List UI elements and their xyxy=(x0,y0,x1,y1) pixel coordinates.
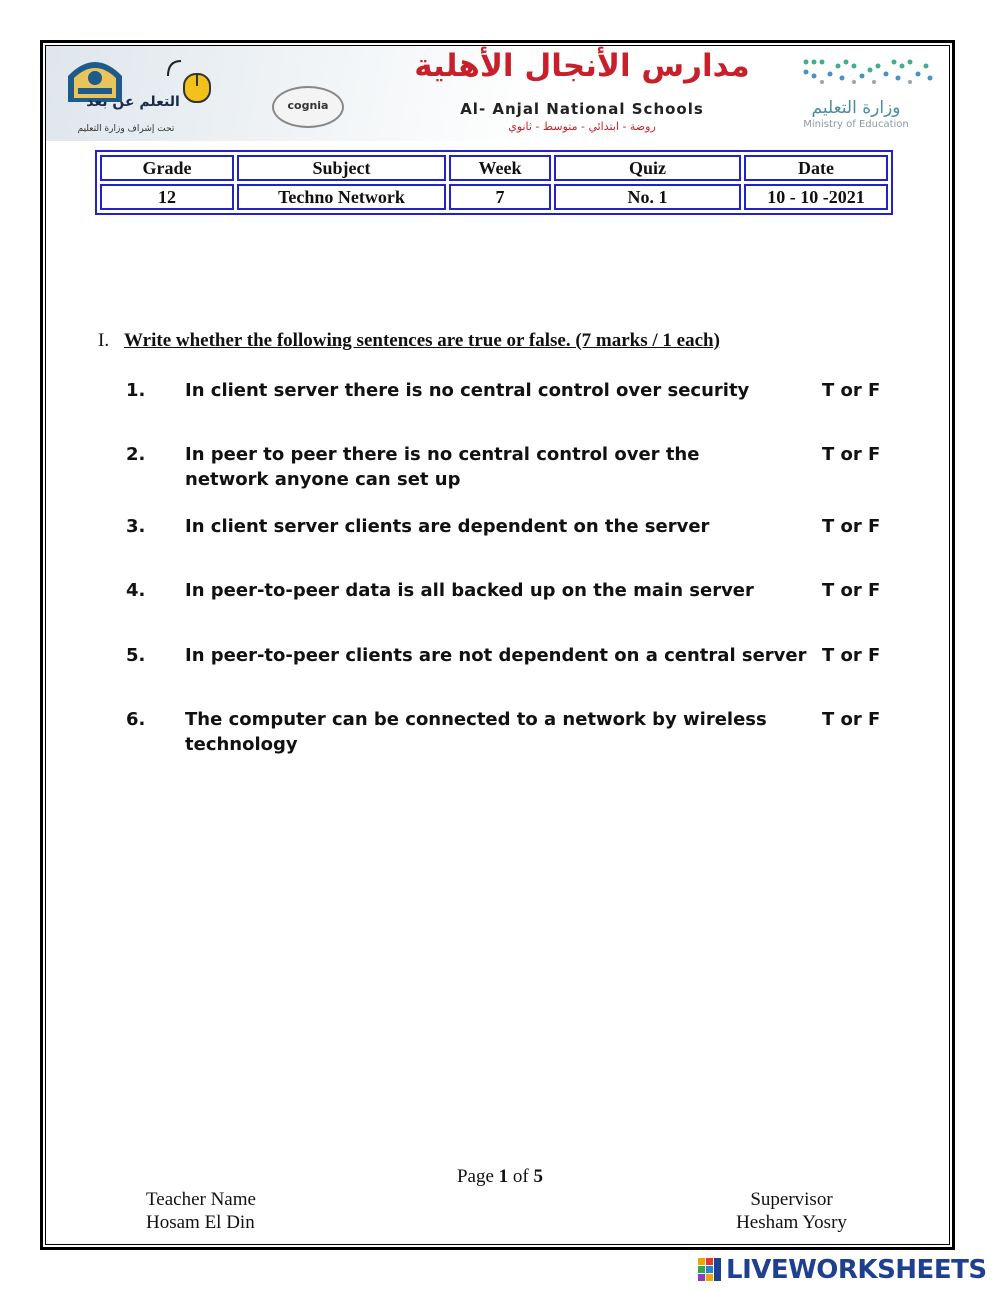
supervisor-signature-block xyxy=(700,1188,883,1234)
value-date: 10 - 10 -2021 xyxy=(744,184,888,210)
cognia-label: cognia xyxy=(287,99,329,112)
section-heading xyxy=(98,330,798,352)
teacher-name: Hosam El Din xyxy=(146,1212,255,1233)
page-label: Page xyxy=(456,1166,494,1187)
school-header-banner xyxy=(46,46,949,141)
question-text: The computer can be connected to a network by wireless technology xyxy=(185,709,767,755)
cognia-accreditation-logo xyxy=(272,86,344,128)
liveworksheets-logo-icon xyxy=(698,1258,722,1282)
header-grade: Grade xyxy=(100,155,234,181)
value-grade: 12 xyxy=(100,184,234,210)
ministry-supervision-text: تحت إشراف وزارة التعليم xyxy=(77,124,175,134)
section-number: I. xyxy=(98,330,110,351)
header-date: Date xyxy=(744,155,888,181)
value-subject: Techno Network xyxy=(237,184,446,210)
school-levels: روضة - ابتدائي - متوسط - ثانوي xyxy=(508,120,656,133)
true-false-answer[interactable]: T or F xyxy=(822,516,881,537)
school-name-arabic: مدارس الأنجال الأهلية xyxy=(414,48,750,84)
liveworksheets-text: LIVEWORKSHEETS xyxy=(726,1255,987,1285)
true-false-answer[interactable]: T or F xyxy=(822,709,881,730)
header-quiz: Quiz xyxy=(554,155,741,181)
question-number: 1. xyxy=(126,380,146,401)
page-total: 5 xyxy=(533,1166,543,1187)
quiz-info-table xyxy=(95,150,893,215)
teacher-label: Teacher Name xyxy=(146,1189,256,1210)
ministry-logo-icon xyxy=(798,56,938,86)
table-value-row xyxy=(100,184,888,210)
question-text: In peer-to-peer clients are not dependent on a central server xyxy=(185,645,807,666)
true-false-answer[interactable]: T or F xyxy=(822,645,881,666)
true-false-answer[interactable]: T or F xyxy=(822,580,881,601)
question-text: In peer to peer there is no central control over the network anyone can set up xyxy=(185,444,700,490)
distance-learning-text: التعلم عن بعد xyxy=(86,94,180,110)
true-false-answer[interactable]: T or F xyxy=(822,444,881,465)
question-number: 5. xyxy=(126,645,146,666)
question-number: 3. xyxy=(126,516,146,537)
question-number: 2. xyxy=(126,444,146,465)
value-week: 7 xyxy=(449,184,551,210)
true-false-answer[interactable]: T or F xyxy=(822,380,881,401)
header-week: Week xyxy=(449,155,551,181)
value-quiz: No. 1 xyxy=(554,184,741,210)
header-subject: Subject xyxy=(237,155,446,181)
question-text: In peer-to-peer data is all backed up on the main server xyxy=(185,580,754,601)
question-text: In client server clients are dependent on the server xyxy=(185,516,710,537)
table-header-row xyxy=(100,155,888,181)
question-number: 4. xyxy=(126,580,146,601)
section-instruction: Write whether the following sentences are true or false. (7 marks / 1 each) xyxy=(124,330,720,351)
ministry-name-arabic: وزارة التعليم xyxy=(811,98,901,118)
teacher-signature-block xyxy=(146,1188,256,1234)
ministry-name-english: Ministry of Education xyxy=(803,119,909,130)
question-number: 6. xyxy=(126,709,146,730)
page-number xyxy=(420,1166,580,1188)
supervisor-label: Supervisor xyxy=(750,1189,833,1210)
supervisor-name: Hesham Yosry xyxy=(736,1212,847,1233)
question-text: In client server there is no central control over security xyxy=(185,380,750,401)
page-current: 1 xyxy=(498,1166,509,1187)
school-name-english: Al- Anjal National Schools xyxy=(460,100,704,118)
page-of: of xyxy=(512,1166,529,1187)
